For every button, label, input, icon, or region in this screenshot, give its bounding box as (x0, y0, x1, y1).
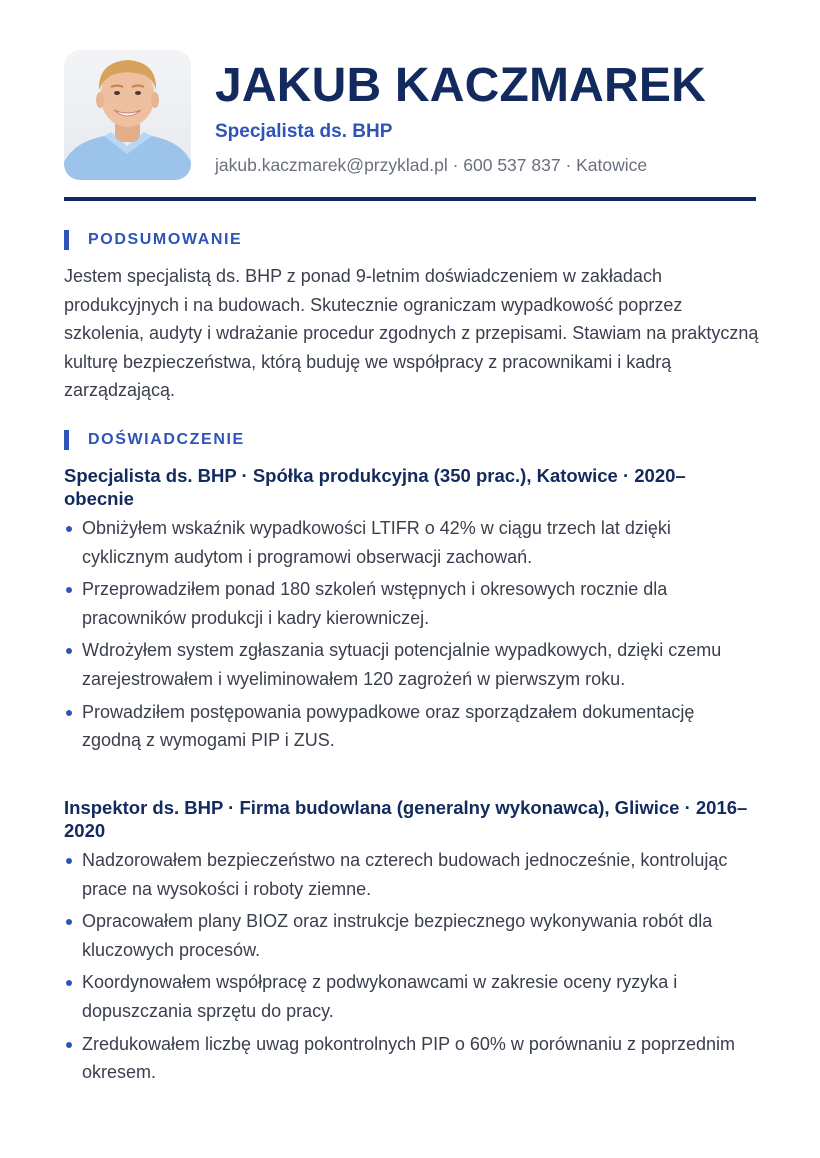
bullet-text: Koordynowałem współpracę z podwykonawcami w zakresie oceny ryzyka i dopuszczania sprzętu do pracy. (82, 972, 678, 1021)
header-divider (64, 197, 756, 201)
job-bullets (64, 846, 754, 1087)
bullet-text: Obniżyłem wskaźnik wypadkowości LTIFR o 42% w ciągu trzech lat dzięki cyklicznym audytom i programowi obserwacji zachowań. (82, 518, 671, 567)
job-bullets (64, 514, 754, 755)
experience-heading (64, 430, 245, 450)
contact-line: jakub.kaczmarek@przyklad.pl · 600 537 837 · Katowice (215, 155, 648, 175)
bullet-text: Zredukowałem liczbę uwag pokontrolnych PIP o 60% w porównaniu z poprzednim okresem. (82, 1033, 736, 1083)
bullet-text: Opracowałem plany BIOZ oraz instrukcje bezpiecznego wykonywania robót dla kluczowych procesów. (82, 911, 713, 960)
job-entry-title: Specjalista ds. BHP · Spółka produkcyjna (350 prac.), Katowice · 2020–obecnie (64, 465, 686, 509)
job-entry (64, 464, 754, 755)
bullet-dot (66, 1042, 72, 1048)
candidate-name: JAKUB KACZMAREK (215, 59, 706, 112)
bullet-dot (66, 587, 72, 593)
section-marker (64, 230, 69, 250)
bullet-dot (66, 980, 72, 986)
bullet-item (64, 698, 754, 755)
header (215, 56, 706, 177)
profile-photo (64, 50, 191, 180)
bullet-dot (66, 526, 72, 532)
summary-text: Jestem specjalistą ds. BHP z ponad 9-letnim doświadczeniem w zakładach produkcyjnych i na budowach. Skutecznie ograniczam wypadkowość poprzez szkolenia, audyty i wdrażanie procedur zgodnych z przepisami. Stawiam na praktyczną kulturę bezpieczeństwa, którą buduję we współpracy z pracownikami i kadrą zarządzającą. (64, 266, 759, 401)
bullet-item (64, 514, 754, 571)
bullet-dot (66, 858, 72, 864)
bullet-item (64, 846, 754, 903)
bullet-dot (66, 648, 72, 654)
bullet-item (64, 636, 754, 693)
bullet-text: Wdrożyłem system zgłaszania sytuacji potencjalnie wypadkowych, dzięki czemu zarejestrowałem i wyeliminowałem 120 zagrożeń w pierwszym roku. (82, 640, 722, 689)
bullet-dot (66, 710, 72, 716)
bullet-dot (66, 919, 72, 925)
bullet-item (64, 575, 754, 632)
section-label: DOŚWIADCZENIE (88, 431, 245, 448)
section-label: PODSUMOWANIE (88, 231, 243, 248)
bullet-text: Prowadziłem postępowania powypadkowe oraz sporządzałem dokumentację zgodną z wymogami PIP i ZUS. (82, 701, 695, 751)
bullet-item (64, 968, 754, 1025)
bullet-item (64, 907, 754, 964)
bullet-text: Przeprowadziłem ponad 180 szkoleń wstępnych i okresowych rocznie dla pracowników produkcji i kadry kierowniczej. (82, 579, 668, 628)
job-title: Specjalista ds. BHP (215, 121, 393, 142)
job-entry-title: Inspektor ds. BHP · Firma budowlana (generalny wykonawca), Gliwice · 2016–2020 (64, 797, 748, 841)
bullet-item (64, 1030, 754, 1087)
bullet-text: Nadzorowałem bezpieczeństwo na czterech budowach jednocześnie, kontrolując prace na wysokości i roboty ziemne. (82, 850, 728, 899)
summary-heading (64, 230, 242, 250)
section-marker (64, 430, 69, 450)
job-entry (64, 796, 754, 1087)
